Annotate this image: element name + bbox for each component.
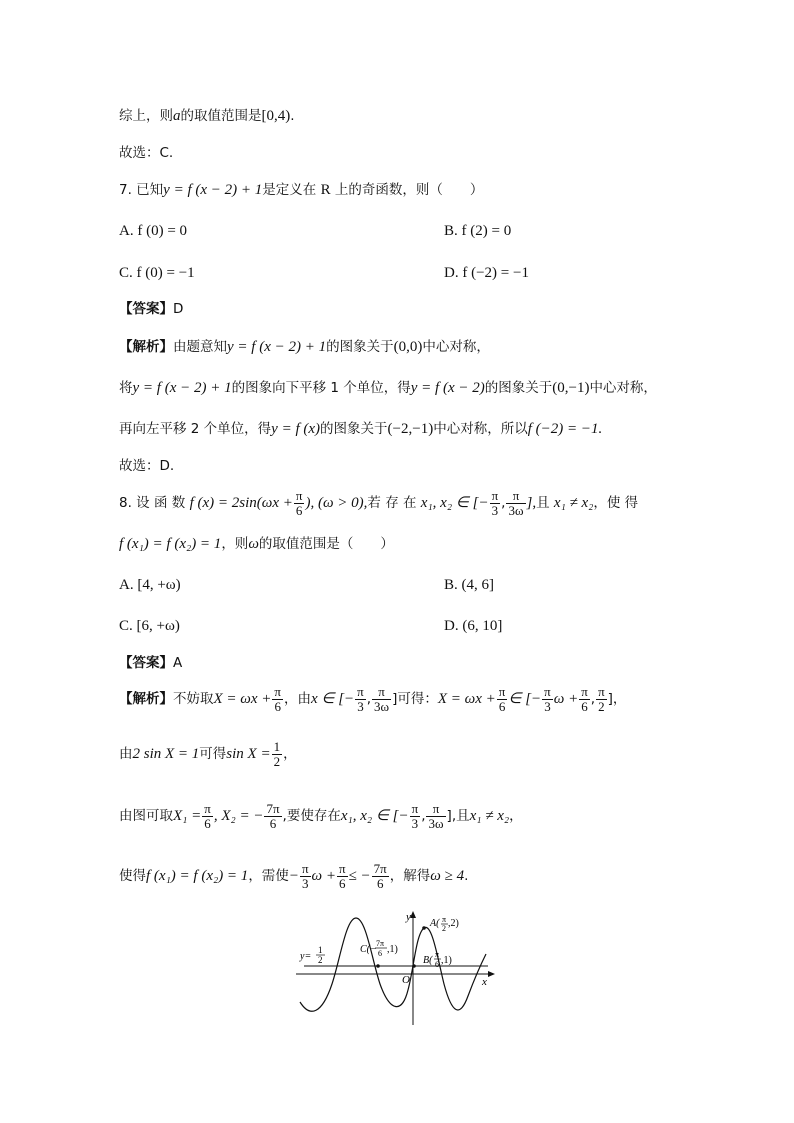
text: 的图象关于	[320, 421, 388, 437]
point-C	[376, 964, 380, 968]
math: −	[288, 868, 299, 884]
math: ω ≥ 4	[430, 868, 465, 884]
num: π	[411, 800, 419, 816]
text: ,要使存在	[282, 808, 341, 824]
analysis-7-line3	[119, 419, 602, 439]
text: 再向左平移 2 个单位，得	[119, 421, 272, 437]
math: f (x₁) = f (x₂) = 1	[119, 536, 222, 552]
q8-option-b: B. (4, 6]	[444, 577, 494, 593]
math: sin X =	[226, 746, 271, 762]
math-R: R	[320, 182, 331, 198]
A-num: π	[442, 915, 447, 924]
half-label: y=	[300, 951, 312, 962]
num: π	[491, 487, 499, 503]
analysis-8-line1: 【解析】不妨取X = ωx + $\frac{\pi}{6}$ ，由x ∈ [− $\frac{\pi}{3}$ , $\frac{\pi}{3\omega}$ ]可得：X = ωx + $\frac{\pi}{6}$ ∈ [− $\frac{\pi}{3}$ ω + $\frac{\pi}{6}$ , $\frac{\pi}{2}$ ]，	[119, 683, 627, 714]
text: 将	[119, 380, 133, 396]
fraction	[202, 802, 213, 831]
conclusion-line	[119, 106, 295, 126]
fraction	[272, 740, 283, 769]
q8-option-a: A. [4, +ω)	[119, 577, 181, 593]
text: 且	[536, 495, 550, 511]
math: y = f (x − 2)	[410, 380, 485, 396]
fraction	[579, 685, 590, 714]
num: π	[581, 683, 588, 699]
text: 由图可取	[119, 808, 173, 824]
fraction	[596, 685, 607, 714]
point-B	[412, 964, 416, 968]
math: 2 sin X = 1	[132, 746, 200, 762]
math: x₁ ≠ x₂	[469, 808, 510, 824]
text: 的取值范围是（ ）	[258, 536, 394, 552]
A-label: A(	[430, 918, 440, 929]
fraction	[542, 685, 553, 714]
text: 使得	[119, 868, 146, 884]
fraction	[497, 685, 508, 714]
den: 6	[339, 875, 346, 891]
fraction	[372, 862, 389, 891]
x-label: x	[482, 976, 487, 988]
den: 3ω	[374, 698, 390, 714]
answer-value: A	[173, 655, 183, 671]
analysis-7-line2	[119, 378, 657, 398]
text: .	[290, 108, 295, 124]
math: ), (ω > 0),	[305, 495, 368, 511]
math: x₁ ≠ x₂	[553, 495, 594, 511]
den: 3	[357, 698, 364, 714]
text: ，需使	[248, 868, 289, 884]
math: f (x₁) = f (x₂) = 1	[146, 868, 249, 884]
math: x₁, x₂ ∈ [−	[340, 808, 409, 824]
text: 中心对称，	[422, 339, 490, 355]
text: 的图象关于	[484, 380, 553, 396]
math: y = f (x − 2) + 1	[132, 380, 232, 396]
text: 中心对称，所以	[433, 421, 528, 437]
text: ]可得：	[392, 691, 438, 707]
den: 3	[491, 502, 499, 518]
num: 1	[273, 738, 281, 754]
text: 综上，则	[119, 108, 173, 124]
analysis-7-line1	[119, 337, 490, 357]
math: ≤ −	[348, 868, 371, 884]
num: π	[338, 860, 346, 876]
num: 7π	[373, 860, 387, 876]
text: ，则	[221, 536, 249, 552]
text: 若 存 在	[367, 495, 417, 511]
den: 3ω	[508, 502, 524, 518]
y-axis-arrow	[410, 911, 416, 918]
den: 6	[274, 698, 281, 714]
text: 的图象向下平移 1 个单位，得	[231, 380, 411, 396]
C-label: C(−	[360, 944, 377, 955]
q8-option-c: C. [6, +ω)	[119, 618, 180, 634]
fraction	[506, 489, 525, 518]
sine-graph	[296, 910, 496, 1030]
math: x₁, x₂ ∈ [−	[420, 495, 489, 511]
fraction	[355, 685, 366, 714]
text: .	[464, 868, 469, 884]
sine-curve	[300, 918, 486, 1011]
num: π	[295, 487, 303, 503]
math: ],	[526, 495, 537, 511]
analysis-8-line4	[119, 860, 468, 892]
num: π	[301, 860, 309, 876]
text: ],且	[446, 808, 470, 824]
math: ω +	[553, 691, 579, 707]
q8-number: 8. 设 函 数	[119, 495, 186, 511]
analysis-8-line2	[119, 738, 297, 770]
B-label: B(	[423, 955, 433, 966]
math: f (−2) = −1.	[527, 421, 603, 437]
text: ，	[509, 808, 523, 824]
math: ∈ [−	[508, 691, 542, 707]
fraction	[294, 489, 305, 518]
fraction	[410, 802, 421, 831]
select-d-line: 故选：D.	[119, 458, 175, 474]
text: 上的奇函数，则（ ）	[334, 182, 484, 198]
num: π	[598, 683, 605, 699]
C-den: 6	[378, 949, 382, 958]
text: ，使 得	[593, 495, 639, 511]
math: y = f (x)	[271, 421, 321, 437]
num: π	[506, 489, 525, 504]
q7-option-c: C. f (0) = −1	[119, 265, 195, 281]
math-range: [0,4)	[261, 108, 291, 124]
den: 3	[544, 698, 551, 714]
fraction	[272, 685, 283, 714]
fraction	[490, 489, 501, 518]
B-den: 6	[435, 960, 439, 969]
text: ]，	[607, 691, 627, 707]
text: ，解得	[389, 868, 431, 884]
C-num: 7π	[376, 939, 385, 948]
math: y = f (x − 2) + 1	[227, 339, 327, 355]
answer-label: 【答案】	[119, 655, 173, 671]
math: (0,0)	[393, 339, 423, 355]
den: 6	[581, 698, 588, 714]
text: 由题意知	[173, 339, 227, 355]
text: 中心对称，	[589, 380, 657, 396]
select-c-line: 故选：C.	[119, 145, 174, 161]
analysis-label: 【解析】	[119, 691, 173, 707]
q8-option-d: D. (6, 10]	[444, 618, 503, 634]
text: 是定义在	[262, 182, 317, 198]
point-A	[422, 926, 426, 930]
y-label: y	[406, 911, 411, 923]
x-axis-arrow	[488, 971, 495, 977]
den: 6	[498, 698, 506, 714]
math-a: a	[173, 108, 181, 124]
math: , X₂ = −	[213, 808, 264, 824]
answer-label: 【答案】	[119, 301, 173, 317]
math: x ∈ [−	[310, 691, 355, 707]
math: ω	[248, 536, 259, 552]
answer-value: D	[173, 301, 184, 317]
text: 可得	[199, 746, 227, 762]
num: π	[426, 802, 445, 817]
q7-option-a: A. f (0) = 0	[119, 223, 188, 239]
q7-number: 7. 已知	[119, 182, 164, 198]
q7-math: y = f (x − 2) + 1	[163, 182, 263, 198]
num: π	[544, 683, 551, 699]
text: ，	[283, 746, 297, 762]
text: ，由	[283, 691, 311, 707]
fraction	[337, 862, 348, 891]
origin-label: O	[402, 974, 410, 986]
C-end: ,1)	[387, 944, 398, 955]
den: 6	[204, 815, 211, 831]
B-num: π	[435, 950, 440, 959]
analysis-label: 【解析】	[119, 339, 173, 355]
A-end: ,2)	[448, 918, 459, 929]
num: 7π	[266, 800, 280, 816]
half-num: 1	[318, 945, 323, 955]
math: X = ωx +	[213, 691, 272, 707]
q7-option-b: B. f (2) = 0	[444, 223, 512, 239]
num: π	[357, 683, 364, 699]
answer-7	[119, 299, 183, 319]
den: 3	[301, 875, 309, 891]
math: (0,−1)	[552, 380, 590, 396]
text: 不妨取	[173, 691, 214, 707]
text: 的取值范围是	[180, 108, 262, 124]
den: 6	[376, 875, 384, 891]
num: π	[372, 685, 391, 700]
question-8-line1: 8. 设 函 数 f (x) = 2sin(ωx + $\frac{\pi}{6}$ ), (ω > 0),若 存 在 x₁, x₂ ∈ [− $\frac{\pi}{3}$ , $\frac{\pi}{3\omega}$ ],且 x₁ ≠ x₂，使 得	[119, 487, 639, 518]
fraction	[264, 802, 281, 831]
question-7	[119, 180, 483, 200]
analysis-8-line3: 由图可取X₁ = $\frac{\pi}{6}$ , X₂ = − $\frac{7\pi}{6}$ ,要使存在x₁, x₂ ∈ [− $\frac{\pi}{3}$ , $\frac{\pi}{3\omega}$ ],且x₁ ≠ x₂，	[119, 800, 523, 831]
den: 6	[269, 815, 277, 831]
question-8-line2	[119, 534, 394, 554]
q7-option-d: D. f (−2) = −1	[444, 265, 529, 281]
den: 3ω	[428, 815, 444, 831]
math: X = ωx +	[437, 691, 496, 707]
den: 6	[295, 502, 303, 518]
answer-8	[119, 653, 182, 673]
num: π	[274, 683, 281, 699]
fraction	[426, 802, 445, 831]
text: 由	[119, 746, 133, 762]
fraction	[300, 862, 311, 891]
half-den: 2	[318, 955, 323, 965]
den: 2	[273, 753, 281, 769]
B-end: ,1)	[441, 955, 452, 966]
den: 3	[411, 815, 419, 831]
text: 的图象关于	[326, 339, 394, 355]
num: π	[498, 683, 506, 699]
num: π	[204, 800, 211, 816]
math: f (x) = 2sin(ωx +	[189, 495, 293, 511]
den: 2	[598, 698, 605, 714]
math: X₁ =	[173, 808, 202, 824]
math: (−2,−1)	[387, 421, 434, 437]
math: ω +	[311, 868, 336, 884]
A-den: 2	[442, 924, 446, 933]
fraction	[372, 685, 391, 714]
